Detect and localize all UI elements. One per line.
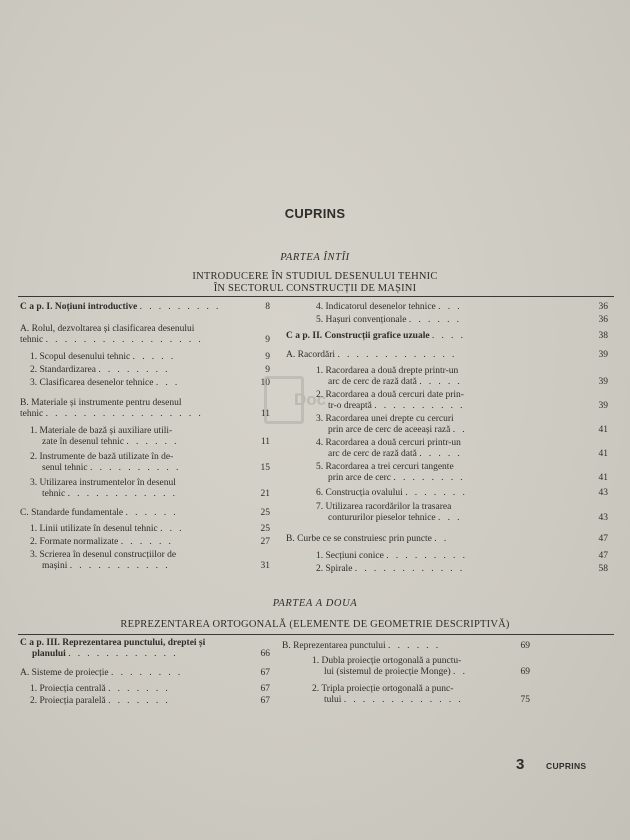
toc-entry-section-2a: A. Racordări . . . . . . . . . . . . . 39 bbox=[286, 350, 608, 360]
page-number: 3 bbox=[516, 756, 525, 773]
part-one-heading: PARTEA ÎNTÎI bbox=[280, 252, 350, 263]
toc-entry-section-3b: B. Reprezentarea punctului . . . . . . 69 bbox=[282, 641, 530, 651]
part-one-rule bbox=[18, 296, 614, 297]
toc-entry-2a-3: 3. Racordarea unei drepte cu cercuri prin arce de cerc de aceeași rază . . 41 bbox=[316, 414, 608, 435]
toc-entry-2a-2: 2. Racordarea a două cercuri date prin- tr-o dreaptă . . . . . . . . . . 39 bbox=[316, 390, 608, 411]
part-two-title: REPREZENTAREA ORTOGONALĂ (ELEMENTE DE GEOMETRIE DESCRIPTIVĂ) bbox=[120, 619, 510, 630]
toc-entry-1a-1: 1. Scopul desenului tehnic . . . . . 9 bbox=[30, 352, 270, 362]
toc-entry-section-3a: A. Sisteme de proiecție . . . . . . . . 67 bbox=[20, 668, 270, 678]
toc-part-two-right bbox=[282, 638, 530, 718]
toc-entry-3b-1: 1. Dubla proiecție ortogonală a punctu- lui (sistemul de proiecție Monge) . . 69 bbox=[312, 656, 530, 677]
toc-entry-1c-5: 5. Hașuri convenționale . . . . . . 36 bbox=[316, 315, 608, 325]
page-title: CUPRINS bbox=[284, 206, 346, 221]
part-one-title-line-2: ÎN SECTORUL CONSTRUCȚII DE MAȘINI bbox=[213, 283, 417, 294]
part-one-title-line-1: INTRODUCERE ÎN STUDIUL DESENULUI TEHNIC bbox=[192, 271, 438, 282]
toc-entry-2a-1: 1. Racordarea a două drepte printr-un arc de cerc de rază dată . . . . . 39 bbox=[316, 366, 608, 387]
toc-entry-2a-6: 6. Construcția ovalului . . . . . . . 43 bbox=[316, 488, 608, 498]
toc-entry-1b-1: 1. Materiale de bază și auxiliare utili- zate în desenul tehnic . . . . . . 11 bbox=[30, 426, 270, 447]
part-two-heading: PARTEA A DOUA bbox=[272, 598, 358, 609]
toc-entry-section-1c: C. Standarde fundamentale . . . . . . 25 bbox=[20, 508, 270, 518]
toc-entry-2a-5: 5. Racordarea a trei cercuri tangente prin arce de cerc . . . . . . . . 41 bbox=[316, 462, 608, 483]
toc-entry-2a-7: 7. Utilizarea racordărilor la trasarea contururilor pieselor tehnice . . . 43 bbox=[316, 502, 608, 523]
toc-part-one-left bbox=[20, 302, 270, 592]
toc-entry-chapter-1: C a p. I. Noțiuni introductive . . . . . . . . . 8 bbox=[20, 302, 270, 312]
toc-entry-section-2b: B. Curbe ce se construiesc prin puncte . . 47 bbox=[286, 534, 608, 544]
toc-entry-2b-1: 1. Secțiuni conice . . . . . . . . . 47 bbox=[316, 551, 608, 561]
toc-entry-1b-3: 3. Utilizarea instrumentelor în desenul tehnic . . . . . . . . . . . . 21 bbox=[30, 478, 270, 499]
toc-entry-section-1b: B. Materiale și instrumente pentru desenul tehnic . . . . . . . . . . . . . . . . . 11 bbox=[20, 398, 270, 419]
watermark-icon: Doc bbox=[264, 376, 360, 442]
toc-entry-chapter-3: C a p. III. Reprezentarea punctului, dreptei și planului . . . . . . . . . . . . 66 bbox=[20, 638, 270, 659]
toc-entry-1c-3: 3. Scrierea în desenul construcțiilor de mașini . . . . . . . . . . . 31 bbox=[30, 550, 270, 571]
toc-part-one-right bbox=[286, 302, 608, 592]
toc-entry-2b-2: 2. Spirale . . . . . . . . . . . . 58 bbox=[316, 564, 608, 574]
toc-entry-1c-1: 1. Linii utilizate în desenul tehnic . . . 25 bbox=[30, 524, 270, 534]
toc-entry-1a-3: 3. Clasificarea desenelor tehnice . . . 10 bbox=[30, 378, 270, 388]
running-footer: CUPRINS bbox=[546, 761, 587, 771]
toc-entry-1c-4: 4. Indicatorul desenelor tehnice . . . 36 bbox=[316, 302, 608, 312]
toc-entry-2a-4: 4. Racordarea a două cercuri printr-un arc de cerc de rază dată . . . . . 41 bbox=[316, 438, 608, 459]
toc-entry-1a-2: 2. Standardizarea . . . . . . . . 9 bbox=[30, 365, 270, 375]
part-two-rule bbox=[18, 634, 614, 635]
toc-entry-1c-2: 2. Formate normalizate . . . . . . 27 bbox=[30, 537, 270, 547]
toc-entry-3b-2: 2. Tripla proiecție ortogonală a punc- tului . . . . . . . . . . . . . 75 bbox=[312, 684, 530, 705]
toc-entry-1b-2: 2. Instrumente de bază utilizate în de- senul tehnic . . . . . . . . . . 15 bbox=[30, 452, 270, 473]
toc-part-two-left bbox=[20, 638, 270, 718]
toc-entry-chapter-2: C a p. II. Construcții grafice uzuale . . . . 38 bbox=[286, 331, 608, 341]
toc-entry-3a-1: 1. Proiecția centrală . . . . . . . 67 bbox=[30, 684, 270, 694]
toc-entry-3a-2: 2. Proiecția paralelă . . . . . . . 67 bbox=[30, 696, 270, 706]
toc-entry-section-1a: A. Rolul, dezvoltarea și clasificarea desenului tehnic . . . . . . . . . . . . . . . . . 9 bbox=[20, 324, 270, 345]
